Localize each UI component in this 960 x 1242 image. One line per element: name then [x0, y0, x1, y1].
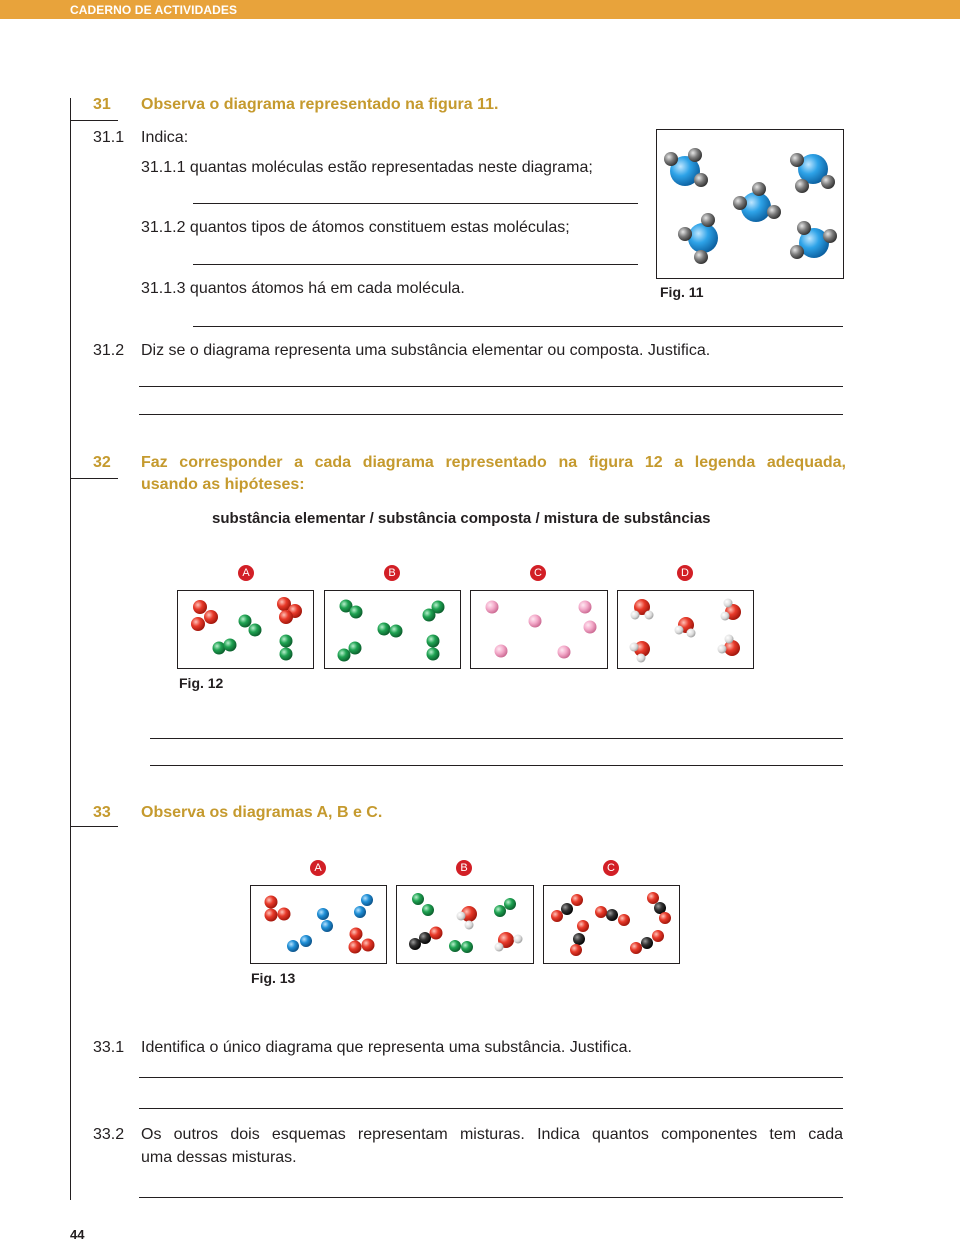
fig13-diagram-c	[543, 885, 680, 964]
fig13-letter-c: C	[603, 860, 619, 876]
fig13-letter-a: A	[310, 860, 326, 876]
fig12-diagram-c	[470, 590, 608, 669]
answer-line[interactable]	[139, 414, 843, 415]
q31-1-number: 31.1	[93, 129, 125, 146]
answer-line[interactable]	[150, 765, 843, 766]
q33-2-number: 33.2	[93, 1126, 125, 1143]
molecule	[664, 148, 708, 187]
q31-number: 31	[93, 96, 111, 113]
q33-number-rule	[70, 826, 118, 827]
fig13-letter-b: B	[456, 860, 472, 876]
molecule	[678, 213, 718, 264]
molecule	[790, 221, 837, 259]
q32-number: 32	[93, 454, 111, 471]
q32-hypotheses: substância elementar / substância composta / mistura de substâncias	[212, 510, 711, 527]
q31-2-number: 31.2	[93, 342, 125, 359]
answer-line[interactable]	[193, 264, 638, 265]
molecule	[733, 182, 781, 222]
fig12-letter-d: D	[677, 565, 693, 581]
answer-line[interactable]	[139, 1197, 843, 1198]
header-title: CADERNO DE ACTIVIDADES	[70, 3, 238, 17]
figure-13-label: Fig. 13	[251, 970, 296, 986]
answer-line[interactable]	[139, 1077, 843, 1078]
molecule	[790, 153, 835, 193]
figure-11-molecules	[657, 130, 843, 278]
fig12-letter-b: B	[384, 565, 400, 581]
q32-number-rule	[70, 478, 118, 479]
margin-rule	[70, 98, 71, 1200]
q31-1-2-text: 31.1.2 quantos tipos de átomos constituem estas moléculas;	[141, 219, 570, 236]
fig12-diagram-a	[177, 590, 314, 669]
fig13-diagram-b	[396, 885, 534, 964]
q31-1-3-text: 31.1.3 quantos átomos há em cada molécula.	[141, 280, 465, 297]
q31-1-text: Indica:	[141, 129, 189, 146]
q33-prompt: Observa os diagramas A, B e C.	[141, 804, 383, 821]
figure-11	[656, 129, 844, 279]
q32-prompt-line2: usando as hipóteses:	[141, 476, 305, 493]
q33-number: 33	[93, 804, 111, 821]
figure-12-label: Fig. 12	[179, 675, 224, 691]
fig12-letter-a: A	[238, 565, 254, 581]
answer-line[interactable]	[139, 1108, 843, 1109]
q33-1-number: 33.1	[93, 1039, 125, 1056]
page-number: 44	[70, 1227, 85, 1242]
q33-2-line2: uma dessas misturas.	[141, 1149, 297, 1166]
fig12-diagram-b	[324, 590, 461, 669]
q33-2-line1: Os outros dois esquemas representam misturas. Indica quantos componentes tem cada	[141, 1126, 843, 1143]
q32-prompt-line1: Faz corresponder a cada diagrama representado na figura 12 a legenda adequada,	[141, 454, 846, 471]
figure-11-label: Fig. 11	[660, 284, 704, 300]
answer-line[interactable]	[193, 203, 638, 204]
q31-1-1-text: 31.1.1 quantas moléculas estão representadas neste diagrama;	[141, 159, 593, 176]
q31-2-text: Diz se o diagrama representa uma substância elementar ou composta. Justifica.	[141, 342, 711, 359]
fig12-letter-c: C	[530, 565, 546, 581]
q31-prompt: Observa o diagrama representado na figura 11.	[141, 96, 499, 113]
q31-number-rule	[70, 120, 118, 121]
answer-line[interactable]	[193, 326, 843, 327]
answer-line[interactable]	[139, 386, 843, 387]
fig13-diagram-a	[250, 885, 387, 964]
q33-1-text: Identifica o único diagrama que representa uma substância. Justifica.	[141, 1039, 632, 1056]
answer-line[interactable]	[150, 738, 843, 739]
fig12-diagram-d	[617, 590, 754, 669]
